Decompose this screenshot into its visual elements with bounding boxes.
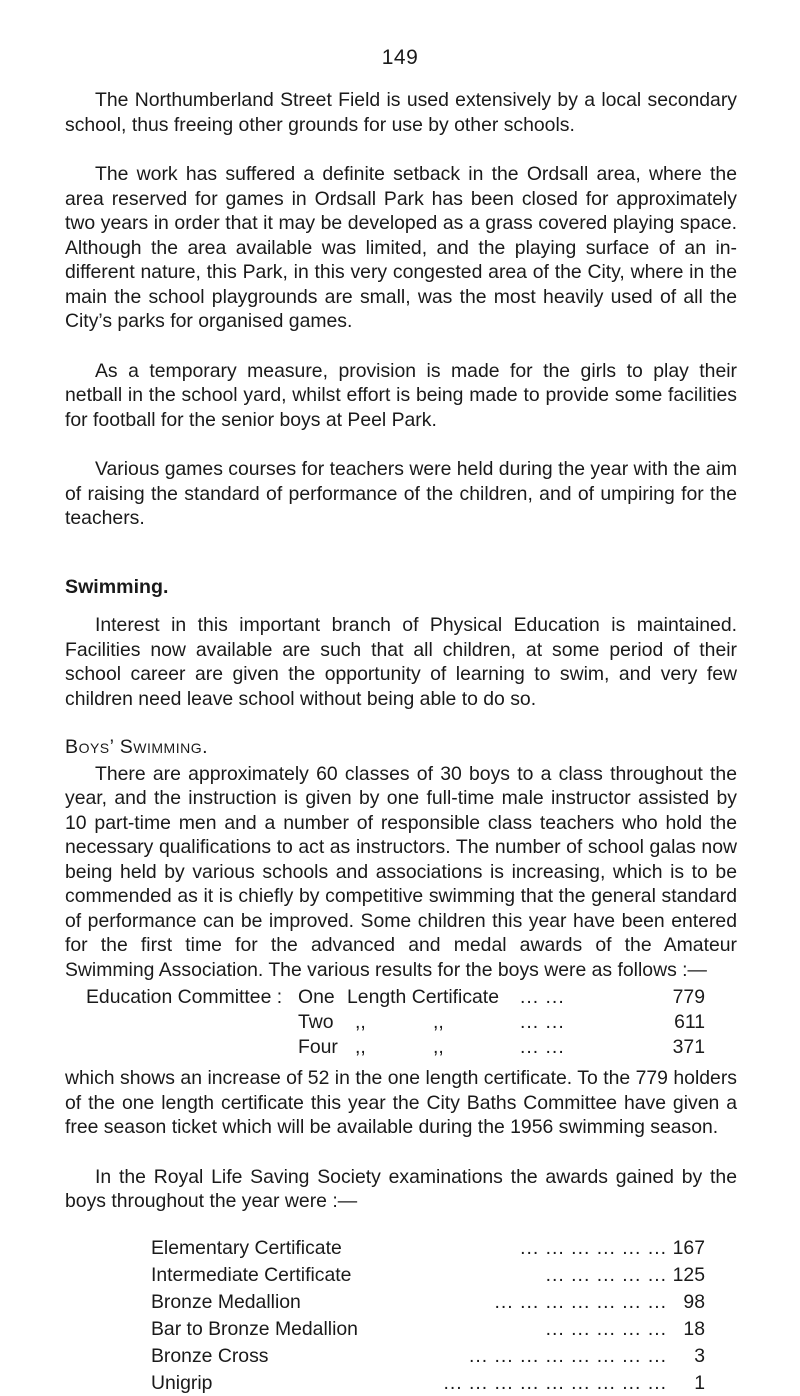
certificate-count: One — [298, 986, 335, 1008]
certificate-row — [65, 1035, 737, 1060]
paragraph-netball: As a temporary measure, provision is made for the girls to play their netball in the school yard, whilst effort is being made to provide some facilities for football for the senior boys at Peel Park. — [65, 359, 737, 431]
ditto-mark: ,, — [433, 1036, 444, 1058]
committee-label: Education Committee : — [86, 986, 283, 1008]
award-value: 167 — [672, 1236, 705, 1259]
certificate-label: Length Certificate — [347, 986, 499, 1008]
certificate-value: 371 — [672, 1036, 705, 1058]
awards-table — [65, 1216, 737, 1394]
certificate-value: 779 — [672, 986, 705, 1008]
leader-dots: ... ... ... ... ... ... ... — [494, 1290, 667, 1313]
paragraph-swimming: Interest in this important branch of Physical Education is maintained. Facilities now available are such that all children, at some period of their school career are given the opportunity of learning to swim, and very few children need leave school without being able to do so. — [65, 614, 737, 710]
award-label: Bronze Medallion — [151, 1290, 301, 1313]
award-label: Bronze Cross — [151, 1344, 269, 1367]
certificate-row — [65, 1010, 737, 1035]
leader-dots: ... ... — [520, 986, 565, 1008]
award-value: 1 — [694, 1371, 705, 1394]
award-row — [65, 1236, 737, 1261]
boys-swimming-heading: Boys’ Swimming. — [65, 736, 209, 758]
certificate-row — [65, 985, 737, 1010]
paragraph-northumberland: The Northumberland Street Field is used extensively by a local secondary school, thus freeing other grounds for use by other schools. — [65, 89, 737, 136]
award-value: 98 — [683, 1290, 705, 1313]
leader-dots: ... ... ... ... ... ... — [520, 1236, 667, 1259]
leader-dots: ... ... ... ... ... ... ... ... — [468, 1344, 667, 1367]
award-value: 18 — [683, 1317, 705, 1340]
ditto-mark: ,, — [355, 1036, 366, 1058]
award-row — [65, 1290, 737, 1315]
award-row — [65, 1263, 737, 1288]
leader-dots: ... ... — [520, 1036, 565, 1058]
award-value: 3 — [694, 1344, 705, 1367]
leader-dots: ... ... ... ... ... — [545, 1317, 667, 1340]
ditto-mark: ,, — [355, 1011, 366, 1033]
award-label: Elementary Certificate — [151, 1236, 342, 1259]
award-row — [65, 1317, 737, 1342]
award-row — [65, 1371, 737, 1396]
award-row — [65, 1344, 737, 1369]
certificate-count: Four — [298, 1036, 338, 1058]
award-label: Bar to Bronze Medallion — [151, 1317, 358, 1340]
paragraph-ordsall: The work has suffered a definite setback in the Ordsall area, where the area reserved for games in Ordsall Park has been closed for approximately two years in order that it may be developed as a grass covered playing space. Although the area available was limited, and the playing surface of an in-different nature, this Park, in this very congested area of the City, where in the main the school playgrounds are small, was the most heavily used of all the City’s parks for organised games. — [65, 163, 737, 332]
award-label: Unigrip — [151, 1371, 213, 1394]
leader-dots: ... ... ... ... ... — [545, 1263, 667, 1286]
leader-dots: ... ... — [520, 1011, 565, 1033]
award-value: 125 — [672, 1263, 705, 1286]
paragraph-after-table: which shows an increase of 52 in the one length certificate. To the 779 holders of the one length certificate this year the City Baths Committee have given a free season ticket which will be available during the 1956 swimming season. — [65, 1067, 737, 1138]
certificate-table — [65, 985, 737, 1061]
leader-dots: ... ... ... ... ... ... ... ... ... — [443, 1371, 667, 1394]
ditto-mark: ,, — [433, 1011, 444, 1033]
paragraph-games-courses: Various games courses for teachers were held during the year with the aim of raising the standard of performance of the children, and of umpiring for the teachers. — [65, 458, 738, 529]
page-body — [65, 88, 738, 1394]
page-number: 149 — [381, 46, 419, 69]
swimming-heading: Swimming. — [65, 575, 169, 598]
certificate-count: Two — [298, 1011, 334, 1033]
award-label: Intermediate Certificate — [151, 1263, 352, 1286]
certificate-value: 611 — [674, 1011, 705, 1033]
paragraph-boys-swimming: There are approximately 60 classes of 30 boys to a class throughout the year, and the instruction is given by one full-time male instructor assisted by 10 part-time men and a number of responsible class teachers who hold the necessary qualifications to act as instructors. The number of school galas now being held by various schools and associations is increasing, which is to be commended as it is chiefly by competitive swimming that the general standard of performance can be improved. Some children this year have been entered for the first time for the advanced and medal awards of the Amateur Swimming Association. The various results for the boys were as follows :— — [65, 762, 737, 981]
paragraph-rlss-intro: In the Royal Life Saving Society examinations the awards gained by the boys throughout the year were :— — [65, 1165, 737, 1212]
